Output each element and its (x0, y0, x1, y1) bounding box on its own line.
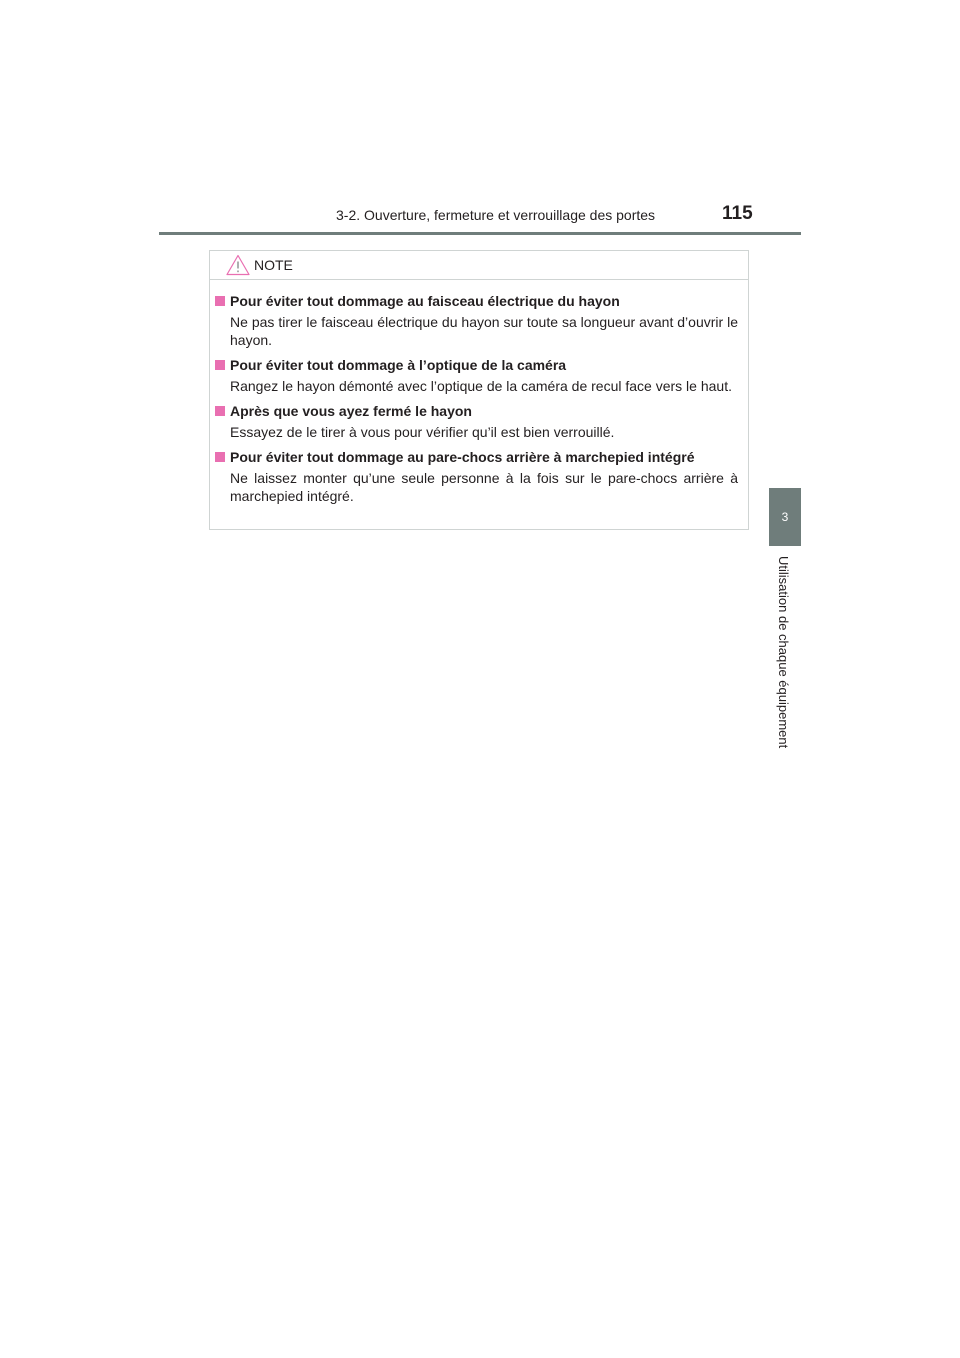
square-bullet-icon (215, 452, 225, 462)
chapter-label: Utilisation de chaque équipement (776, 556, 791, 749)
note-item-text: Ne pas tirer le faisceau électrique du hayon sur toute sa longueur avant d’ouvrir le hayon. (230, 314, 738, 348)
note-item-heading-text: Pour éviter tout dommage au faisceau électrique du hayon (230, 293, 620, 309)
note-item-heading-text: Après que vous ayez fermé le hayon (230, 403, 472, 419)
square-bullet-icon (215, 406, 225, 416)
note-body (210, 280, 748, 505)
note-item-heading (215, 402, 738, 421)
header-divider (159, 232, 801, 235)
note-box (209, 250, 749, 530)
note-item (215, 402, 738, 441)
warning-triangle-icon (226, 254, 250, 276)
note-item-heading-text: Pour éviter tout dommage au pare-chocs arrière à marchepied intégré (230, 449, 695, 465)
note-header (210, 251, 748, 280)
note-item (215, 448, 738, 505)
square-bullet-icon (215, 360, 225, 370)
note-item-text: Ne laissez monter qu’une seule personne à la fois sur le pare-chocs arrière à marchepied intégré. (230, 470, 738, 504)
note-item-heading (215, 292, 738, 311)
note-item-heading (215, 448, 738, 467)
note-item (215, 356, 738, 395)
note-item-heading-text: Pour éviter tout dommage à l’optique de la caméra (230, 357, 567, 373)
note-title: NOTE (254, 257, 293, 273)
note-item (215, 292, 738, 349)
square-bullet-icon (215, 296, 225, 306)
note-item-heading (215, 356, 738, 375)
note-item-text: Rangez le hayon démonté avec l’optique de la caméra de recul face vers le haut. (230, 378, 732, 394)
chapter-tab: 3 (769, 488, 801, 546)
page-number: 115 (722, 203, 753, 224)
section-title: 3-2. Ouverture, fermeture et verrouillage des portes (336, 207, 656, 223)
note-item-text: Essayez de le tirer à vous pour vérifier qu’il est bien verrouillé. (230, 424, 615, 440)
